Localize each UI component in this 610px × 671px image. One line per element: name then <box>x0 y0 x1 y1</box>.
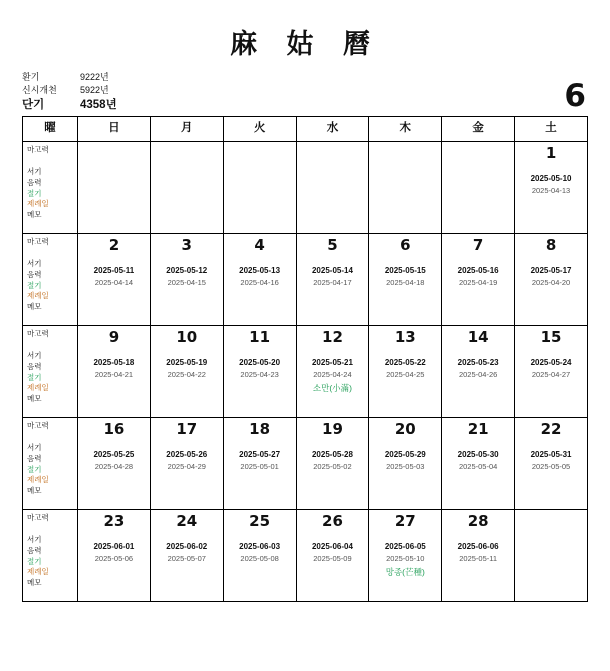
row-label-group <box>23 509 78 601</box>
day-number <box>154 144 220 163</box>
solar-term <box>154 198 220 211</box>
day-number: 18 <box>249 419 271 438</box>
lunar-date: 2025-05-03 <box>386 461 425 471</box>
row-label-memo: 메모 <box>27 393 42 403</box>
solar-term <box>227 290 293 303</box>
era-row-hwangi <box>22 71 117 84</box>
rite-day <box>518 211 584 222</box>
solar-term <box>445 198 511 211</box>
solar-date <box>227 173 293 185</box>
calendar-day-cell[interactable] <box>515 141 588 233</box>
solar-term <box>300 290 366 303</box>
day-number <box>300 144 366 163</box>
calendar-day-cell[interactable] <box>223 509 296 601</box>
lunar-date: 2025-04-13 <box>531 185 571 195</box>
calendar-week-row <box>23 509 588 601</box>
rite-day <box>154 211 220 222</box>
header-meta-row <box>22 65 588 116</box>
solar-date: 2025-05-26 <box>166 449 208 459</box>
page-title: 麻 姑 曆 <box>230 29 380 60</box>
solar-term <box>81 382 147 395</box>
row-label-jerye: 제례일 <box>27 383 49 393</box>
solar-date: 2025-06-01 <box>93 541 135 551</box>
solar-date: 2025-05-22 <box>384 357 426 367</box>
rite-day <box>445 303 511 314</box>
solar-term <box>154 382 220 395</box>
solar-date: 2025-05-24 <box>530 357 572 367</box>
row-label-group <box>23 233 78 325</box>
solar-term <box>227 566 293 579</box>
day-number: 4 <box>254 235 265 254</box>
calendar-day-cell[interactable] <box>369 509 442 601</box>
row-label-eumryeok: 음력 <box>27 270 42 280</box>
rite-day <box>372 579 438 590</box>
era-value-hwangi: 9222년 <box>80 72 109 82</box>
row-label-seogi: 서기 <box>27 167 42 177</box>
solar-date: 2025-05-19 <box>166 357 208 367</box>
calendar-day-cell[interactable] <box>369 325 442 417</box>
lunar-date: 2025-04-15 <box>167 277 206 287</box>
solar-date: 2025-05-30 <box>457 449 499 459</box>
rite-day <box>372 395 438 406</box>
day-number: 17 <box>176 419 198 438</box>
calendar-day-cell[interactable] <box>369 233 442 325</box>
calendar-body <box>23 141 588 601</box>
row-label-seogi: 서기 <box>27 535 42 545</box>
solar-date: 2025-05-18 <box>93 357 135 367</box>
solar-date: 2025-06-04 <box>311 541 353 551</box>
lunar-date: 2025-04-21 <box>94 369 134 379</box>
day-number: 9 <box>108 327 120 346</box>
rite-day <box>154 487 220 498</box>
day-number <box>518 512 584 531</box>
month-number: 6 <box>564 77 586 114</box>
calendar-day-cell[interactable] <box>223 233 296 325</box>
day-number: 19 <box>322 419 343 438</box>
rite-day <box>81 579 147 590</box>
solar-term <box>372 382 438 395</box>
day-number: 7 <box>472 235 484 254</box>
rite-day <box>154 395 220 406</box>
solar-term <box>372 198 438 211</box>
solar-date <box>445 173 511 185</box>
solar-date: 2025-05-11 <box>93 265 135 275</box>
calendar-day-cell[interactable] <box>442 233 515 325</box>
rite-day <box>445 211 511 222</box>
rite-day <box>227 579 293 590</box>
solar-term <box>518 290 584 303</box>
solar-date: 2025-05-13 <box>239 265 281 275</box>
solar-date: 2025-05-29 <box>384 449 426 459</box>
row-label-group <box>23 417 78 509</box>
weekday-header-mon: 月 <box>150 116 223 141</box>
solar-term <box>445 474 511 487</box>
solar-term <box>445 566 511 579</box>
day-number <box>372 144 438 163</box>
lunar-date: 2025-05-10 <box>386 553 425 563</box>
calendar-empty-cell <box>296 141 369 233</box>
day-number: 25 <box>249 511 271 530</box>
era-value-dangi: 4358년 <box>80 99 117 112</box>
calendar-empty-cell <box>150 141 223 233</box>
rite-day <box>300 303 366 314</box>
lunar-date: 2025-04-20 <box>531 277 571 287</box>
rite-day <box>372 303 438 314</box>
rite-day <box>372 211 438 222</box>
rite-day <box>445 395 511 406</box>
solar-date <box>81 173 147 185</box>
calendar-empty-cell <box>515 509 588 601</box>
solar-date <box>372 173 438 185</box>
solar-term: 소만(小滿) <box>312 382 352 393</box>
row-label-jeolgi: 절기 <box>27 556 42 566</box>
rite-day <box>372 487 438 498</box>
row-label-jerye: 제례일 <box>27 291 49 301</box>
row-label-seogi: 서기 <box>27 259 42 269</box>
row-label-group <box>23 325 78 417</box>
rite-day <box>227 487 293 498</box>
solar-date: 2025-05-28 <box>311 449 353 459</box>
lunar-date: 2025-05-07 <box>167 553 206 563</box>
day-number: 24 <box>176 511 198 530</box>
calendar-day-cell[interactable] <box>223 325 296 417</box>
calendar-day-cell[interactable] <box>296 417 369 509</box>
solar-term <box>154 566 220 579</box>
lunar-date: 2025-04-17 <box>313 277 352 287</box>
calendar-day-cell[interactable] <box>150 325 223 417</box>
solar-term <box>154 290 220 303</box>
solar-term <box>372 290 438 303</box>
rite-day <box>81 487 147 498</box>
lunar-date: 2025-05-02 <box>313 461 352 471</box>
lunar-date <box>300 185 366 197</box>
weekday-header-tue: 火 <box>223 116 296 141</box>
day-number: 26 <box>322 511 343 530</box>
row-label-memo: 메모 <box>27 209 42 219</box>
day-number: 20 <box>394 419 416 438</box>
solar-term <box>518 198 584 211</box>
row-label-memo: 메모 <box>27 301 42 311</box>
calendar-day-cell[interactable] <box>78 509 151 601</box>
calendar-day-cell[interactable] <box>442 509 515 601</box>
row-label-jeolgi: 절기 <box>27 464 42 474</box>
rite-day <box>445 487 511 498</box>
calendar-day-cell[interactable] <box>442 417 515 509</box>
lunar-date <box>372 185 438 197</box>
day-number: 10 <box>176 327 198 346</box>
row-label-eumryeok: 음력 <box>27 546 42 556</box>
calendar-day-cell[interactable] <box>150 233 223 325</box>
day-number: 12 <box>322 327 343 346</box>
day-number: 3 <box>181 235 192 254</box>
day-number: 15 <box>540 327 562 346</box>
solar-date: 2025-05-16 <box>457 265 499 275</box>
rite-day <box>154 303 220 314</box>
calendar-header-row <box>23 116 588 141</box>
day-number: 16 <box>103 419 125 438</box>
calendar-empty-cell <box>78 141 151 233</box>
solar-date: 2025-05-27 <box>239 449 281 459</box>
day-number <box>81 144 147 163</box>
calendar-table <box>22 116 588 602</box>
day-number <box>445 144 511 163</box>
lunar-date <box>445 185 511 197</box>
era-label-hwangi: 환기 <box>22 72 40 82</box>
lunar-date: 2025-04-28 <box>94 461 134 471</box>
solar-term <box>227 474 293 487</box>
solar-term <box>227 382 293 395</box>
solar-date: 2025-06-06 <box>457 541 499 551</box>
calendar-day-cell[interactable] <box>296 233 369 325</box>
calendar-week-row <box>23 417 588 509</box>
solar-term <box>372 474 438 487</box>
lunar-date <box>518 553 584 565</box>
calendar-day-cell[interactable] <box>296 509 369 601</box>
row-label-eumryeok: 음력 <box>27 362 42 372</box>
row-label-magoryeok: 마고력 <box>27 512 49 522</box>
lunar-date: 2025-04-14 <box>94 277 134 287</box>
calendar-day-cell[interactable] <box>150 509 223 601</box>
lunar-date: 2025-05-01 <box>240 461 279 471</box>
solar-term <box>445 290 511 303</box>
solar-date: 2025-05-10 <box>530 173 572 183</box>
row-label-jeolgi: 절기 <box>27 280 42 290</box>
calendar-day-cell[interactable] <box>78 417 151 509</box>
calendar-empty-cell <box>369 141 442 233</box>
lunar-date: 2025-04-29 <box>167 461 206 471</box>
weekday-header-sun: 日 <box>78 116 151 141</box>
rite-day <box>518 487 584 498</box>
lunar-date: 2025-04-18 <box>386 277 425 287</box>
row-label-magoryeok: 마고력 <box>27 420 49 430</box>
solar-term <box>300 566 366 579</box>
lunar-date: 2025-05-06 <box>94 553 134 563</box>
weekday-header-fri: 金 <box>442 116 515 141</box>
day-number: 8 <box>545 235 557 254</box>
solar-term <box>227 198 293 211</box>
day-number: 11 <box>249 327 271 346</box>
era-label-sinsi: 신시개천 <box>22 85 57 96</box>
rite-day <box>518 303 584 314</box>
calendar-day-cell[interactable] <box>515 233 588 325</box>
solar-date: 2025-05-14 <box>311 265 353 275</box>
solar-date: 2025-05-17 <box>530 265 572 275</box>
solar-date: 2025-05-12 <box>166 265 208 275</box>
rite-day <box>227 395 293 406</box>
solar-date: 2025-05-31 <box>530 449 572 459</box>
row-label-magoryeok: 마고력 <box>27 328 49 338</box>
solar-term <box>300 198 366 211</box>
day-number <box>227 144 293 163</box>
calendar-day-cell[interactable] <box>369 417 442 509</box>
solar-date <box>518 541 584 553</box>
era-row-sinsi <box>22 84 117 97</box>
solar-term <box>445 382 511 395</box>
solar-date: 2025-05-23 <box>457 357 499 367</box>
calendar-week-row <box>23 233 588 325</box>
solar-term <box>81 474 147 487</box>
rite-day <box>300 395 366 406</box>
solar-date: 2025-05-25 <box>93 449 135 459</box>
lunar-date: 2025-04-24 <box>313 369 352 379</box>
solar-term <box>518 382 584 395</box>
rite-day <box>300 487 366 498</box>
lunar-date: 2025-04-23 <box>240 369 279 379</box>
rite-day <box>518 395 584 406</box>
calendar-empty-cell <box>223 141 296 233</box>
solar-date: 2025-05-15 <box>384 265 426 275</box>
solar-term <box>518 474 584 487</box>
day-number: 5 <box>327 235 338 254</box>
rite-day <box>518 579 584 590</box>
row-label-jerye: 제례일 <box>27 567 49 577</box>
row-label-seogi: 서기 <box>27 351 42 361</box>
day-number: 28 <box>467 511 489 530</box>
solar-term <box>300 474 366 487</box>
rite-day <box>300 211 366 222</box>
solar-date: 2025-05-20 <box>239 357 281 367</box>
day-number: 27 <box>394 511 416 530</box>
row-label-memo: 메모 <box>27 577 42 587</box>
calendar-day-cell[interactable] <box>78 325 151 417</box>
rite-day <box>300 579 366 590</box>
weekday-header-sat: 土 <box>515 116 588 141</box>
lunar-date: 2025-05-04 <box>458 461 498 471</box>
row-label-seogi: 서기 <box>27 443 42 453</box>
solar-date <box>300 173 366 185</box>
lunar-date <box>154 185 220 197</box>
calendar-day-cell[interactable] <box>515 325 588 417</box>
rite-day <box>81 211 147 222</box>
calendar-day-cell[interactable] <box>78 233 151 325</box>
day-number: 21 <box>467 419 489 438</box>
era-table <box>22 71 117 114</box>
calendar-day-cell[interactable] <box>296 325 369 417</box>
row-label-jeolgi: 절기 <box>27 188 42 198</box>
row-label-magoryeok: 마고력 <box>27 236 49 246</box>
day-number: 23 <box>103 511 125 530</box>
solar-date: 2025-06-05 <box>384 541 426 551</box>
calendar-day-cell[interactable] <box>515 417 588 509</box>
solar-date: 2025-06-03 <box>239 541 281 551</box>
lunar-date <box>227 185 293 197</box>
solar-term <box>518 566 584 579</box>
lunar-date: 2025-05-11 <box>459 553 498 563</box>
solar-date: 2025-05-21 <box>311 357 353 367</box>
lunar-date: 2025-05-08 <box>240 553 279 563</box>
lunar-date: 2025-05-09 <box>313 553 352 563</box>
solar-date <box>154 173 220 185</box>
era-value-sinsi: 5922년 <box>80 85 109 96</box>
calendar-week-row <box>23 325 588 417</box>
weekday-header-thu: 木 <box>369 116 442 141</box>
era-label-dangi: 단기 <box>22 99 45 112</box>
rite-day <box>227 211 293 222</box>
rite-day <box>81 303 147 314</box>
row-label-eumryeok: 음력 <box>27 454 42 464</box>
solar-term <box>81 290 147 303</box>
row-label-jerye: 제례일 <box>27 475 49 485</box>
day-number: 13 <box>394 327 416 346</box>
lunar-date: 2025-04-27 <box>531 369 571 379</box>
calendar-week-row <box>23 141 588 233</box>
row-label-memo: 메모 <box>27 485 42 495</box>
row-label-group <box>23 141 78 233</box>
lunar-date: 2025-05-05 <box>531 461 571 471</box>
row-label-jeolgi: 절기 <box>27 372 42 382</box>
weekday-header-wed: 水 <box>296 116 369 141</box>
weekday-header-label: 曜 <box>23 116 78 141</box>
rite-day <box>445 579 511 590</box>
calendar-empty-cell <box>442 141 515 233</box>
day-number: 1 <box>545 143 557 162</box>
lunar-date: 2025-04-26 <box>458 369 498 379</box>
lunar-date <box>81 185 147 197</box>
solar-term: 망종(芒種) <box>385 566 425 577</box>
rite-day <box>154 579 220 590</box>
rite-day <box>81 395 147 406</box>
solar-term <box>81 198 147 211</box>
calendar-day-cell[interactable] <box>223 417 296 509</box>
row-label-magoryeok: 마고력 <box>27 144 49 154</box>
row-label-jerye: 제례일 <box>27 199 49 209</box>
day-number: 22 <box>540 419 562 438</box>
solar-term <box>81 566 147 579</box>
calendar-day-cell[interactable] <box>442 325 515 417</box>
lunar-date: 2025-04-22 <box>167 369 206 379</box>
lunar-date: 2025-04-16 <box>240 277 279 287</box>
day-number: 14 <box>467 327 489 346</box>
day-number: 6 <box>400 235 411 254</box>
era-row-dangi <box>22 97 117 114</box>
solar-term <box>154 474 220 487</box>
rite-day <box>227 303 293 314</box>
day-number: 2 <box>108 235 120 254</box>
solar-date: 2025-06-02 <box>166 541 208 551</box>
lunar-date: 2025-04-25 <box>386 369 425 379</box>
row-label-eumryeok: 음력 <box>27 178 42 188</box>
calendar-day-cell[interactable] <box>150 417 223 509</box>
lunar-date: 2025-04-19 <box>458 277 498 287</box>
